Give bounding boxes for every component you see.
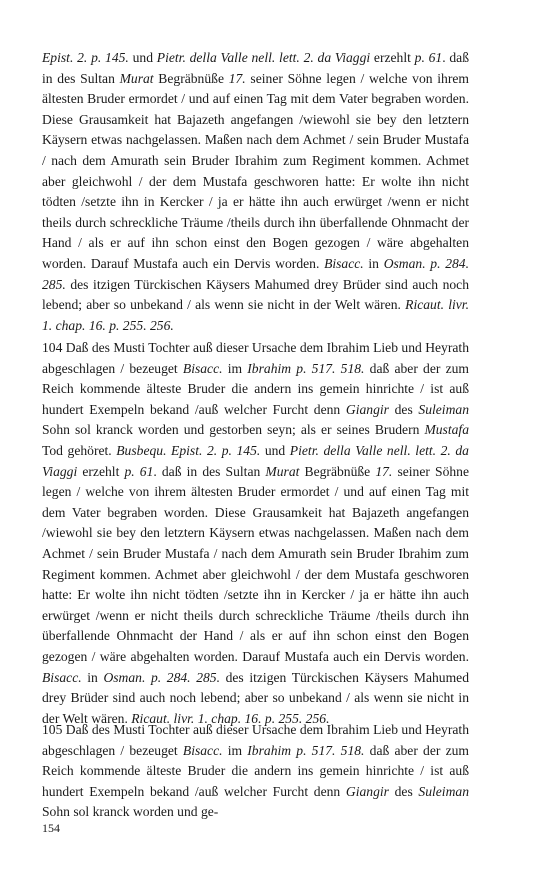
italic-citation: Murat <box>119 70 154 86</box>
italic-citation: Osman. p. 284. 285. <box>42 255 469 292</box>
text-run: erzehlt <box>77 463 125 479</box>
text-run: Begräbnüße <box>153 70 229 86</box>
note-105 <box>42 720 469 823</box>
page-number: 154 <box>42 821 60 835</box>
note-104 <box>42 338 469 729</box>
italic-citation: Busbequ. Epist. 2. p. 145. <box>116 442 261 458</box>
italic-citation: Murat <box>265 463 300 479</box>
italic-citation: Suleiman <box>418 401 469 417</box>
text-run: seiner Söhne legen / welche von ihrem ältesten Bruder ermordet / und auf einen Tag mit dem Vater begraben worden. Diese Grausamkeit hat Bajazeth angefangen /wiewohl sie bey den letztern Käysern etwas nachgelassen. Maßen nach dem Achmet / sein Bruder Mustafa / nach dem Amurath sein Bruder Ibrahim zum Regiment kommen. Achmet aber gleichwohl / der dem Mustafa geschworen hatte: Er wolte ihn nicht tödten /setzte ihn in Kercker / ja er hätte ihn auch erwürget /wenn er nicht theils durch schreckliche Träume /theils durch ihn überfallende Ohnmacht der Hand / als er auf ihn schon einst den Bogen gezogen / wäre abgehalten worden. Darauf Mustafa auch ein Dervis worden. <box>42 463 469 664</box>
text-run: des <box>388 401 419 417</box>
italic-citation: p. 61 <box>414 50 443 65</box>
text-run: daß aber der zum Reich kommende älteste Bruder die andern ins gemein hinrichte / ist auß hundert Exempeln bekand /auß welcher Furcht denn <box>42 360 470 417</box>
text-run: des itzigen Türckischen Käysers Mahumed drey Brüder sind auch noch lebend; aber so unbekand / als wenn sie nicht in der Welt wären. <box>42 669 470 726</box>
italic-citation: Ricaut. livr. 1. chap. 16. p. 255. 256. <box>42 297 469 333</box>
text-run: . daß in des Sultan <box>153 463 266 479</box>
italic-citation: 17. <box>228 70 246 86</box>
text-run: des <box>388 783 419 799</box>
italic-citation: Bisacc. <box>182 742 223 758</box>
text-run: Begräbnüße <box>299 463 376 479</box>
italic-citation: Giangir <box>345 783 389 799</box>
italic-citation: Epist. 2. p. 145. <box>42 50 129 65</box>
text-run: daß aber der zum Reich kommende älteste Bruder die andern ins gemein hinrichte / ist auß hundert Exempeln bekand /auß welcher Furcht denn <box>42 742 470 799</box>
italic-citation: Bisacc. <box>324 255 364 271</box>
italic-citation: Bisacc. <box>182 360 223 376</box>
italic-citation: Mustafa <box>424 422 469 438</box>
italic-citation: Ricaut. livr. 1. chap. 16. p. 255. 256. <box>131 710 330 726</box>
text-run: im <box>222 360 248 376</box>
text-run: und <box>128 50 157 65</box>
text-run: Sohn sol kranck worden und ge- <box>42 804 219 820</box>
text-run: Tod gehöret. <box>42 442 117 458</box>
text-run: in <box>363 255 384 271</box>
italic-citation: Osman. p. 284. 285. <box>103 669 220 685</box>
text-run: 104 Daß des Musti Tochter auß dieser Ursache dem Ibrahim Lieb und Heyrath abgeschlagen / bezeuget <box>42 340 469 376</box>
italic-citation: Pietr. della Valle nell. lett. 2. da Viaggi <box>156 50 371 65</box>
italic-citation: Bisacc. <box>42 669 82 685</box>
italic-citation: Suleiman <box>418 783 469 799</box>
italic-citation: Pietr. della Valle nell. lett. 2. da Viaggi <box>42 442 469 479</box>
italic-citation: Ibrahim p. 517. 518. <box>247 742 365 758</box>
italic-citation: Ibrahim p. 517. 518. <box>247 360 365 376</box>
note-continuation <box>42 48 469 336</box>
italic-citation: Giangir <box>345 401 389 417</box>
text-run: erzehlt <box>370 50 415 65</box>
text-run: in <box>81 669 104 685</box>
text-run: 105 Daß des Musti Tochter auß dieser Ursache dem Ibrahim Lieb und Heyrath abgeschlagen / bezeuget <box>42 722 469 758</box>
italic-citation: 17. <box>375 463 393 479</box>
text-run: des itzigen Türckischen Käysers Mahumed drey Brüder sind auch noch lebend; aber so unbekand / als wenn sie nicht in der Welt wären. <box>42 276 469 313</box>
text-run: seiner Söhne legen / welche von ihrem ältesten Bruder ermordet / und auf einen Tag mit dem Vater begraben worden. Diese Grausamkeit hat Bajazeth angefangen /wiewohl sie bey den letztern Käysern etwas nachgelassen. Maßen nach dem Achmet / sein Bruder Mustafa / nach dem Amurath sein Bruder Ibrahim zum Regiment kommen. Achmet aber gleichwohl / der dem Mustafa geschworen hatte: Er wolte ihn nicht tödten /setzte ihn in Kercker / ja er hätte ihn auch erwürget /wenn er nicht theils durch schreckliche Träume /theils durch ihn überfallende Ohnmacht der Hand / als er auf ihn schon einst den Bogen gezogen / wäre abgehalten worden. Darauf Mustafa auch ein Dervis worden. <box>42 70 469 271</box>
text-run: Sohn sol kranck worden und gestorben seyn; als er seines Brudern <box>42 422 425 438</box>
text-run: im <box>222 742 248 758</box>
text-run: und <box>260 442 290 458</box>
italic-citation: p. 61 <box>124 463 154 479</box>
text-run: . daß in des Sultan <box>42 50 470 86</box>
